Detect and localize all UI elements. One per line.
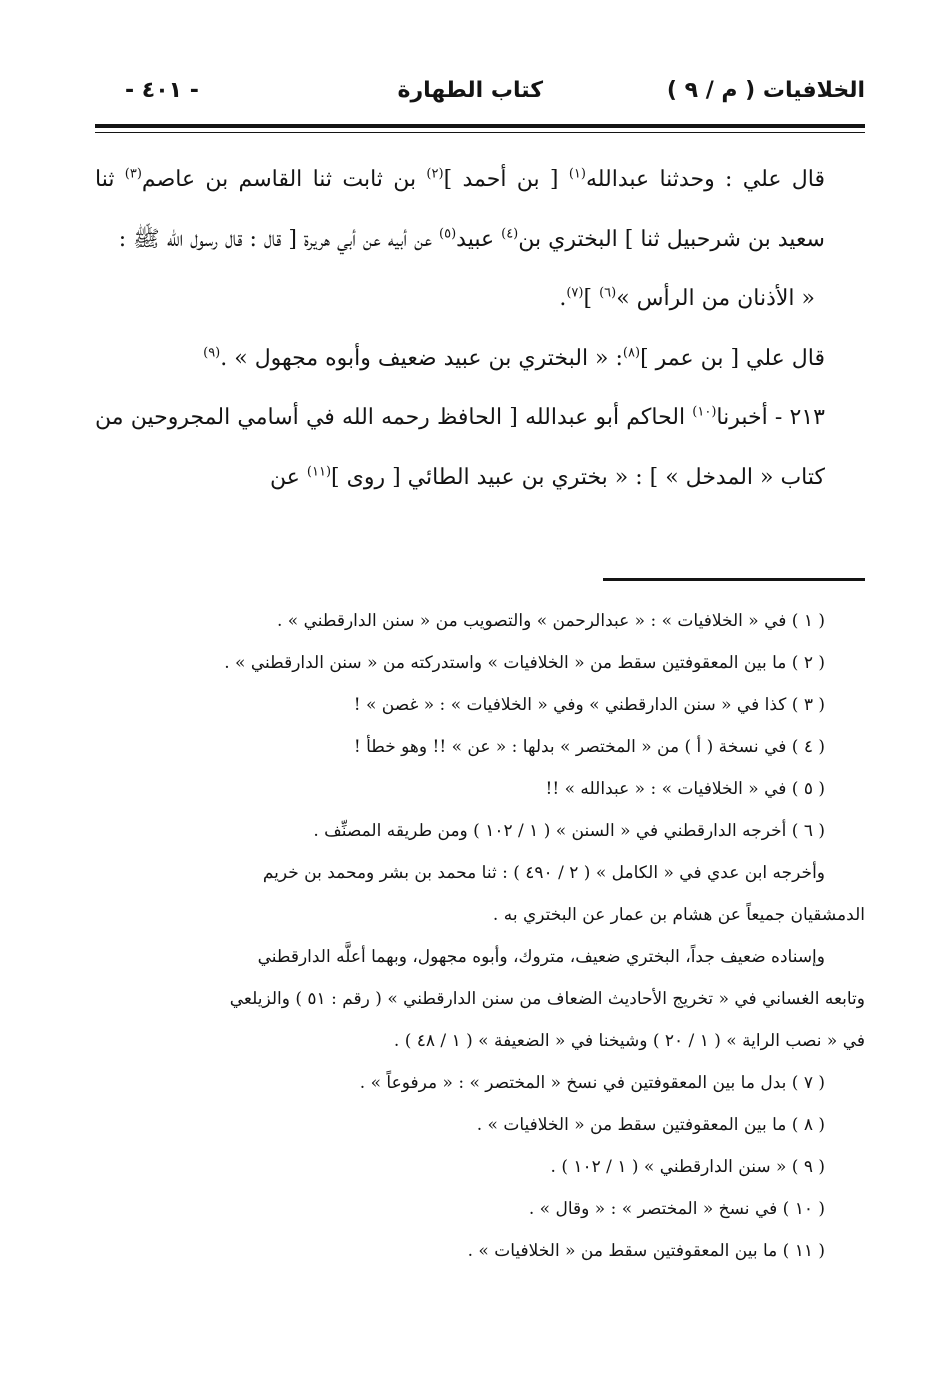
- footnote-ref[interactable]: (١٠): [692, 404, 717, 420]
- header-book-title: الخلافيات ( م / ٩ ): [666, 78, 865, 103]
- footnote-ref[interactable]: (٨): [622, 345, 641, 361]
- header-chapter-title: كتاب الطهارة: [397, 78, 543, 103]
- footnote-6-continuation: وتابعه الغساني في « تخريج الأحاديث الضعاف من سنن الدارقطني » ( رقم : ٥١ ) والزيلعي: [229, 989, 865, 1009]
- footnote-9: ( ٩ ) « سنن الدارقطني » ( ١ / ١٠٢ ) .: [550, 1157, 825, 1177]
- report-213-paragraph: ٢١٣ - أخبرنا$^{(١٠)}$ الحاكم أبو عبدالله [ الحافظ رحمه الله في أسامي المجروحين من كتاب « المدخل » ] : « بختري بن عبيد الطائي [ روى ]$^{(١١)}$ عن: [95, 404, 825, 490]
- page-number: - ٤٠١ -: [125, 78, 199, 103]
- footnote-3: ( ٣ ) كذا في « سنن الدارقطني » وفي « الخلافيات » : « غصن » !: [353, 695, 825, 715]
- footnote-ref[interactable]: (٤): [501, 226, 519, 242]
- footnote-ref[interactable]: (١١): [306, 464, 332, 480]
- footnote-ref[interactable]: (٥): [439, 226, 457, 242]
- footnote-1: ( ١ ) في « الخلافيات » : « عبدالرحمن » والتصويب من « سنن الدارقطني » .: [276, 611, 825, 631]
- footnote-6: ( ٦ ) أخرجه الدارقطني في « السنن » ( ١ / ١٠٢ ) ومن طريقه المصنِّف .: [313, 821, 825, 841]
- footnote-ref[interactable]: (٣): [124, 166, 142, 182]
- footnote-5: ( ٥ ) في « الخلافيات » : « عبدالله » !!: [545, 779, 825, 799]
- footnote-6-continuation: الدمشقيان جميعاً عن هشام بن عمار عن البختري به .: [492, 905, 865, 925]
- main-text: [95, 150, 865, 507]
- running-header: [95, 72, 865, 116]
- footnote-ref[interactable]: (٦): [599, 285, 617, 301]
- footnote-separator: [603, 578, 865, 581]
- footnote-10: ( ١٠ ) في نسخ « المختصر » : « وقال » .: [528, 1199, 825, 1219]
- footnote-6-continuation: في « نصب الراية » ( ١ / ٢٠ ) وشيخنا في « الضعيفة » ( ١ / ٤٨ ) .: [393, 1031, 865, 1051]
- footnotes: [95, 600, 865, 1272]
- footnote-ref[interactable]: (٢): [426, 166, 444, 182]
- footnote-7: ( ٧ ) بدل ما بين المعقوفتين في نسخ « المختصر » : « مرفوعاً » .: [359, 1073, 825, 1093]
- footnote-4: ( ٤ ) في نسخة ( أ ) من « المختصر » بدلها : « عن » !! وهو خطأ !: [353, 737, 825, 757]
- commentary-paragraph: قال علي [ بن عمر ]$^{(٨)}$: « البختري بن عبيد ضعيف وأبوه مجهول » .$^{(٩)}$: [203, 345, 825, 371]
- footnote-11: ( ١١ ) ما بين المعقوفتين سقط من « الخلافيات » .: [467, 1241, 825, 1261]
- footnote-ref[interactable]: (٩): [203, 345, 221, 361]
- header-rule-thin: [95, 132, 865, 133]
- footnote-ref[interactable]: (١): [568, 166, 586, 182]
- footnote-ref[interactable]: (٧): [566, 285, 584, 301]
- footnote-8: ( ٨ ) ما بين المعقوفتين سقط من « الخلافيات » .: [476, 1115, 825, 1135]
- footnote-6-continuation: وأخرجه ابن عدي في « الكامل » ( ٢ / ٤٩٠ ) : ثنا محمد بن بشر ومحمد بن خريم: [262, 863, 825, 883]
- footnote-2: ( ٢ ) ما بين المعقوفتين سقط من « الخلافيات » واستدركته من « سنن الدارقطني » .: [224, 653, 825, 673]
- footnote-6-continuation: وإسناده ضعيف جداً، البختري ضعيف، متروك، وأبوه مجهول، وبهما أعلَّه الدارقطني: [257, 947, 825, 967]
- hadith-isnad-paragraph: قال علي : وحدثنا عبدالله$^{(١)}$ [ بن أحمد ]$^{(٢)}$ بن ثابت ثنا القاسم بن عاصم$^{(٣)}$ ثنا سعيد بن شرحبيل ثنا ] البختري بن$^{(٤)}$ عبيد$^{(٥)}$ عن أبيه عن أبي هريرة [ قال : قال رسول الله ﷺ :: [95, 166, 825, 252]
- hadith-matn: « الأذنان من الرأس »$^{(٦)}$ ]$^{(٧)}$.: [559, 285, 815, 311]
- header-rule-thick: [95, 124, 865, 128]
